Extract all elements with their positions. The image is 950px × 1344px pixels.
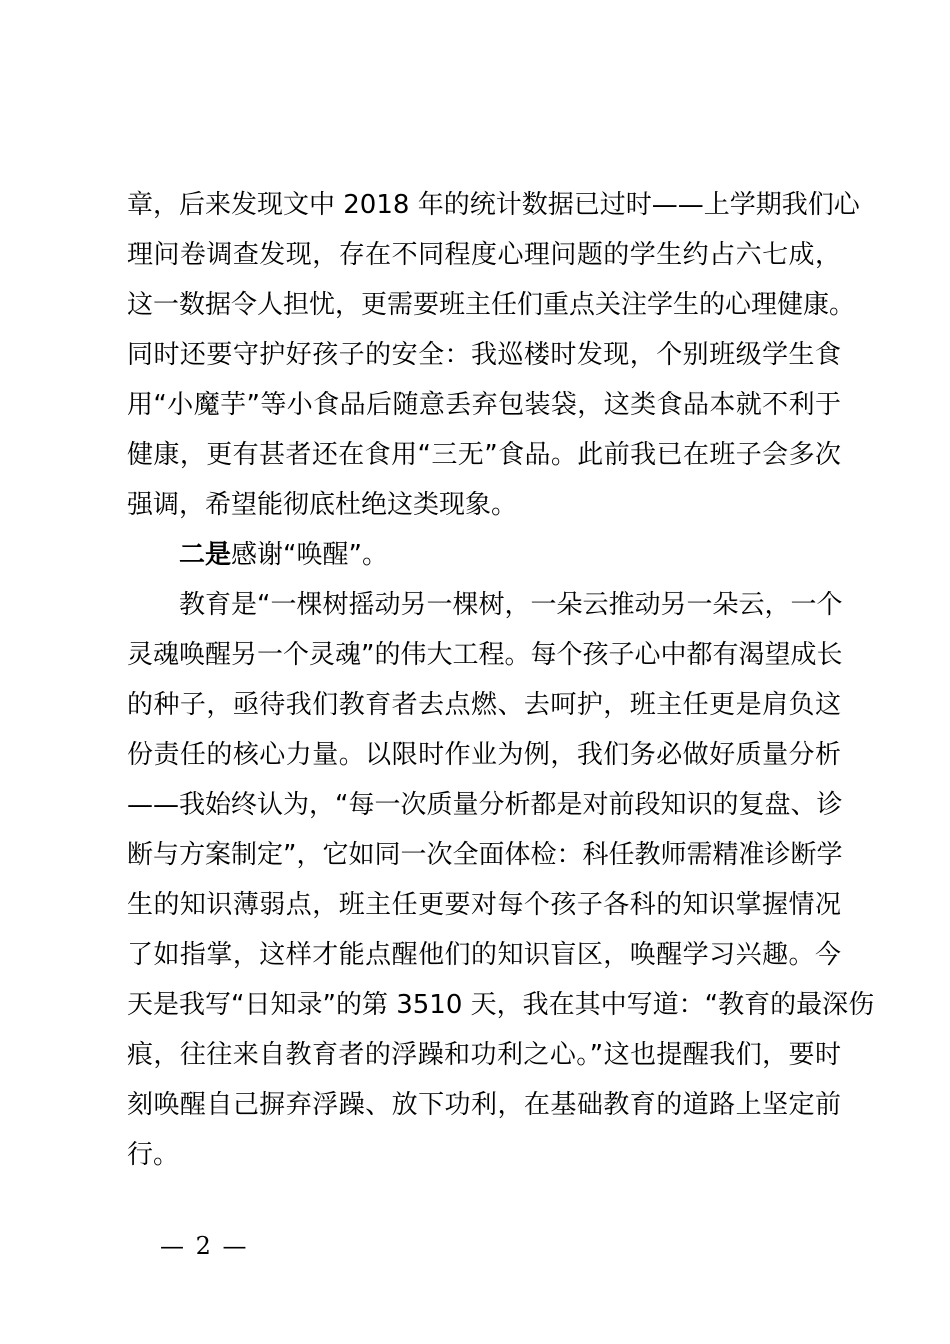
section-heading <box>127 530 841 580</box>
text-line: ——我始终认为，“每一次质量分析都是对前段知识的复盘、诊 <box>127 790 843 820</box>
page-number: — 2 — <box>160 1232 249 1260</box>
text-line: 理问卷调查发现，存在不同程度心理问题的学生约占六七成， <box>127 240 841 270</box>
text-line: 生的知识薄弱点，班主任更要对每个孩子各科的知识掌握情况 <box>127 890 841 920</box>
text-line: 天是我写“日知录”的第 3510 天，我在其中写道：“教育的最深伤 <box>127 990 875 1020</box>
text-line: 了如指掌，这样才能点醒他们的知识盲区，唤醒学习兴趣。今 <box>127 940 841 970</box>
text-line: 的种子，亟待我们教育者去点燃、去呵护，班主任更是肩负这 <box>127 690 841 720</box>
text-line: 刻唤醒自己摒弃浮躁、放下功利，在基础教育的道路上坚定前 <box>127 1090 841 1120</box>
document-body <box>127 180 875 1180</box>
text-line: 灵魂唤醒另一个灵魂”的伟大工程。每个孩子心中都有渴望成长 <box>127 640 843 670</box>
text-line: 痕，往往来自教育者的浮躁和功利之心。”这也提醒我们，要时 <box>127 1040 841 1070</box>
text-line: 断与方案制定”，它如同一次全面体检：科任教师需精准诊断学 <box>127 840 843 870</box>
section-heading-label: 二是 <box>179 540 232 570</box>
text-line: 用“小魔芋”等小食品后随意丢弃包装袋，这类食品本就不利于 <box>127 390 841 420</box>
text-line: 份责任的核心力量。以限时作业为例，我们务必做好质量分析 <box>127 740 841 770</box>
text-line: 这一数据令人担忧，更需要班主任们重点关注学生的心理健康。 <box>127 290 856 320</box>
text-line: 同时还要守护好孩子的安全：我巡楼时发现，个别班级学生食 <box>127 340 841 370</box>
text-line: 行。 <box>127 1140 180 1170</box>
section-heading-text: 感谢“唤醒”。 <box>231 540 388 570</box>
text-line: 健康，更有甚者还在食用“三无”食品。此前我已在班子会多次 <box>127 440 841 470</box>
text-line: 教育是“一棵树摇动另一棵树，一朵云推动另一朵云，一个 <box>179 590 843 620</box>
text-line: 章，后来发现文中 2018 年的统计数据已过时——上学期我们心 <box>127 190 860 220</box>
text-line: 强调，希望能彻底杜绝这类现象。 <box>127 490 518 520</box>
